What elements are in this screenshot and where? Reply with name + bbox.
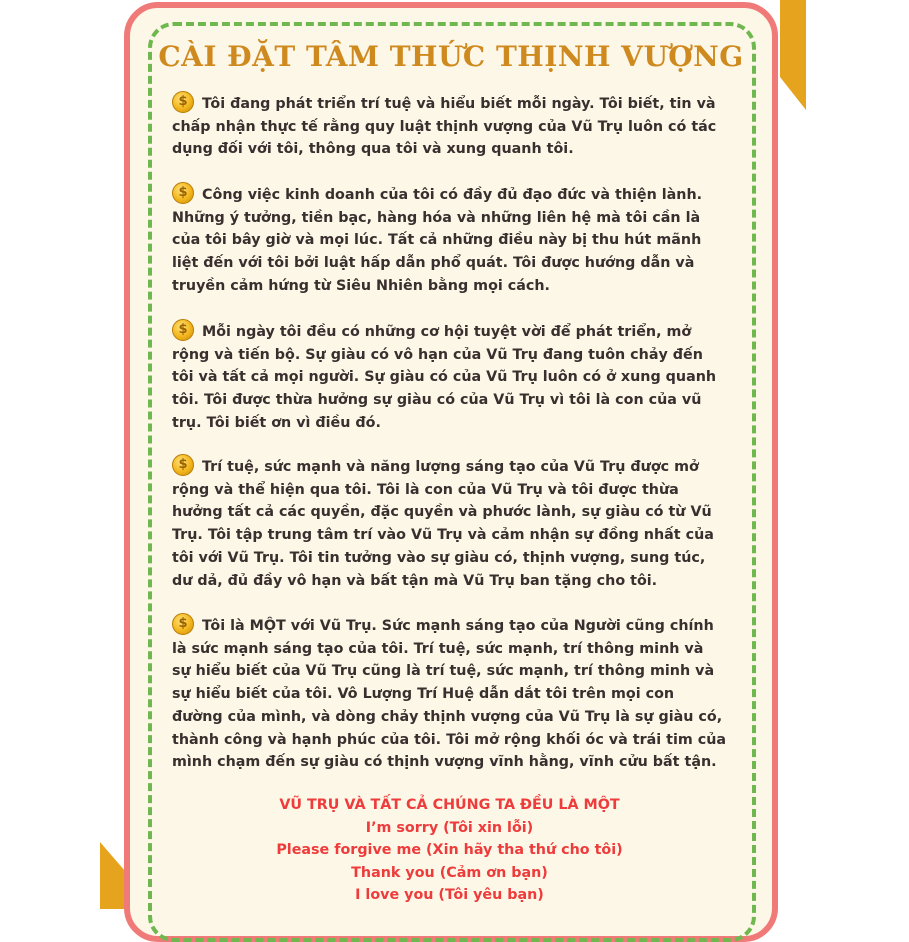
paragraph-text: Tôi là MỘT với Vũ Trụ. Sức mạnh sáng tạo của Người cũng chính là sức mạnh sáng tạo của tôi. Trí tuệ, sức mạnh, trí thông minh và sự hiểu biết của Vũ Trụ cũng là trí tuệ, sức mạnh, trí thông minh và sự hiểu biết của tôi. Vô Lượng Trí Huệ dẫn dắt tôi trên mọi con đường của mình, và dòng chảy thịnh vượng của Vũ Trụ là sự giàu có, thành công và hạnh phúc của tôi. Tôi mở rộng khối óc và trái tim của mình chạm đến sự giàu có thịnh vượng vĩnh hằng, vĩnh cửu bất tận. [172, 618, 727, 771]
closing-line: Thank you (Cảm ơn bạn) [351, 864, 548, 881]
closing-mantra [172, 794, 727, 907]
gold-coin-icon [172, 454, 194, 476]
paragraph-text: Trí tuệ, sức mạnh và năng lượng sáng tạo của Vũ Trụ được mở rộng và thể hiện qua tôi. Tôi là con của Vũ Trụ và tôi được thừa hưởng tất cả các quyền, đặc quyền và phước lành, sự giàu có từ Vũ Trụ. Tôi tập trung tâm trí vào Vũ Trụ và cảm nhận sự đồng nhất của tôi với Vũ Trụ. Tôi tin tưởng vào sự giàu có, thịnh vượng, sung túc, dư dả, đủ đầy vô hạn và bất tận mà Vũ Trụ ban tặng cho tôi. [172, 459, 714, 589]
affirmation-paragraph-1 [172, 91, 727, 161]
gold-coin-icon [172, 91, 194, 113]
gold-coin-icon [172, 182, 194, 204]
corner-decoration-top-right [780, 0, 806, 110]
closing-line: I’m sorry (Tôi xin lỗi) [365, 819, 534, 836]
affirmation-paragraph-2 [172, 182, 727, 298]
closing-line: VŨ TRỤ VÀ TẤT CẢ CHÚNG TA ĐỀU LÀ MỘT [279, 797, 620, 813]
gold-coin-icon [172, 319, 194, 341]
affirmation-paragraph-3 [172, 319, 727, 435]
affirmation-paragraph-5 [172, 613, 727, 774]
gold-coin-icon [172, 613, 194, 635]
closing-line: I love you (Tôi yêu bạn) [355, 887, 544, 904]
corner-decoration-bottom-left [100, 842, 126, 909]
paragraph-text: Mỗi ngày tôi đều có những cơ hội tuyệt vời để phát triển, mở rộng và tiến bộ. Sự giàu có vô hạn của Vũ Trụ đang tuôn chảy đến tôi và tất cả mọi người. Sự giàu có của Vũ Trụ luôn có ở xung quanh tôi. Tôi được thừa hưởng sự giàu có của Vũ Trụ vì tôi là con của vũ trụ. Tôi biết ơn vì điều đó. [172, 324, 717, 431]
paragraph-text: Tôi đang phát triển trí tuệ và hiểu biết mỗi ngày. Tôi biết, tin và chấp nhận thực tế rằng quy luật thịnh vượng của Vũ Trụ luôn có tác dụng đối với tôi, thông qua tôi và xung quanh tôi. [172, 96, 717, 158]
closing-line: Please forgive me (Xin hãy tha thứ cho tôi) [276, 842, 623, 859]
page-title: CÀI ĐẶT TÂM THỨC THỊNH VƯỢNG [158, 40, 744, 73]
affirmation-paragraph-4 [172, 454, 727, 592]
paragraph-text: Công việc kinh doanh của tôi có đầy đủ đạo đức và thiện lành. Những ý tưởng, tiền bạc, hàng hóa và những liên hệ mà tôi cần là của tôi bây giờ và mọi lúc. Tất cả những điều này bị thu hút mãnh liệt đến với tôi bởi luật hấp dẫn phổ quát. Tôi được hướng dẫn và truyền cảm hứng từ Siêu Nhiên bằng mọi cách. [172, 187, 703, 294]
